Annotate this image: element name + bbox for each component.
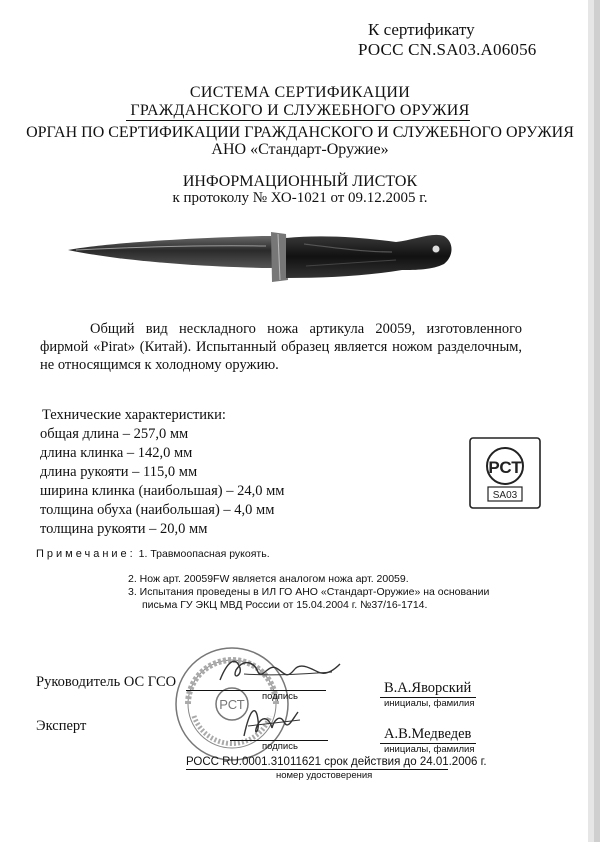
certificate-reference-label: К сертификату — [368, 20, 475, 39]
expert-signature-caption: подпись — [262, 741, 298, 752]
expert-name-caption: инициалы, фамилия — [384, 744, 475, 755]
notes-label: Примечание: — [36, 548, 136, 560]
spec-blade-width: ширина клинка (наибольшая) – 24,0 мм — [40, 483, 285, 499]
document-subtitle: к протоколу № ХО-1021 от 09.12.2005 г. — [172, 190, 428, 206]
seal-code: SA03 — [492, 490, 518, 501]
title-divider — [126, 120, 470, 121]
head-signature-line — [186, 690, 326, 691]
organ-title-line2: АНО «Стандарт-Оружие» — [211, 141, 389, 158]
expert-signature-icon — [236, 700, 306, 744]
certification-seal-icon — [468, 436, 542, 510]
head-name: В.А.Яворский — [384, 680, 472, 696]
system-title-line2: ГРАЖДАНСКОГО И СЛУЖЕБНОГО ОРУЖИЯ — [130, 102, 470, 119]
spec-handle-thickness: толщина рукояти – 20,0 мм — [40, 521, 208, 537]
seal-mark: РСТ — [488, 458, 522, 477]
organ-title-line1: ОРГАН ПО СЕРТИФИКАЦИИ ГРАЖДАНСКОГО И СЛУЖЕБНОГО ОРУЖИЯ — [26, 124, 574, 141]
notes-first-line — [36, 548, 270, 561]
description-paragraph — [40, 320, 522, 374]
certificate-line: РОСС RU.0001.31011621 срок действия до 24.01.2006 г. — [186, 756, 487, 768]
head-role: Руководитель ОС ГСО — [36, 674, 177, 690]
head-signature-icon — [214, 650, 344, 690]
system-title-line1: СИСТЕМА СЕРТИФИКАЦИИ — [189, 84, 411, 101]
spec-spine-thickness: толщина обуха (наибольшая) – 4,0 мм — [40, 502, 275, 518]
document-title: ИНФОРМАЦИОННЫЙ ЛИСТОК — [182, 173, 418, 190]
note-3-line1: 3. Испытания проведены в ИЛ ГО АНО «Стандарт-Оружие» на основании — [128, 586, 490, 598]
head-signature-caption: подпись — [262, 691, 298, 702]
svg-text:РСТ: РСТ — [219, 697, 245, 712]
head-name-caption: инициалы, фамилия — [384, 698, 475, 709]
certificate-number: РОСС CN.SA03.A06056 — [358, 40, 537, 59]
note-1: 1. Травмоопасная рукоять. — [138, 548, 270, 560]
knife-illustration — [66, 226, 456, 288]
specifications-block — [40, 406, 284, 539]
description-text: Общий вид нескладного ножа артикула 20059, изготовленного фирмой «Pirat» (Китай). Испытанный образец является ножом разделочным, не относящимся к холодному оружию. — [40, 321, 522, 373]
expert-name: А.В.Медведев — [384, 726, 472, 742]
spec-total-length: общая длина – 257,0 мм — [40, 426, 189, 442]
note-2: 2. Нож арт. 20059FW является аналогом ножа арт. 20059. — [128, 573, 409, 585]
spec-blade-length: длина клинка – 142,0 мм — [40, 445, 193, 461]
expert-role: Эксперт — [36, 718, 87, 734]
specifications-title: Технические характеристики: — [42, 407, 226, 423]
certificate-caption: номер удостоверения — [276, 770, 373, 781]
note-3-line2: письма ГУ ЭКЦ МВД России от 15.04.2004 г. №37/16-1714. — [142, 599, 428, 611]
spec-handle-length: длина рукояти – 115,0 мм — [40, 464, 198, 480]
